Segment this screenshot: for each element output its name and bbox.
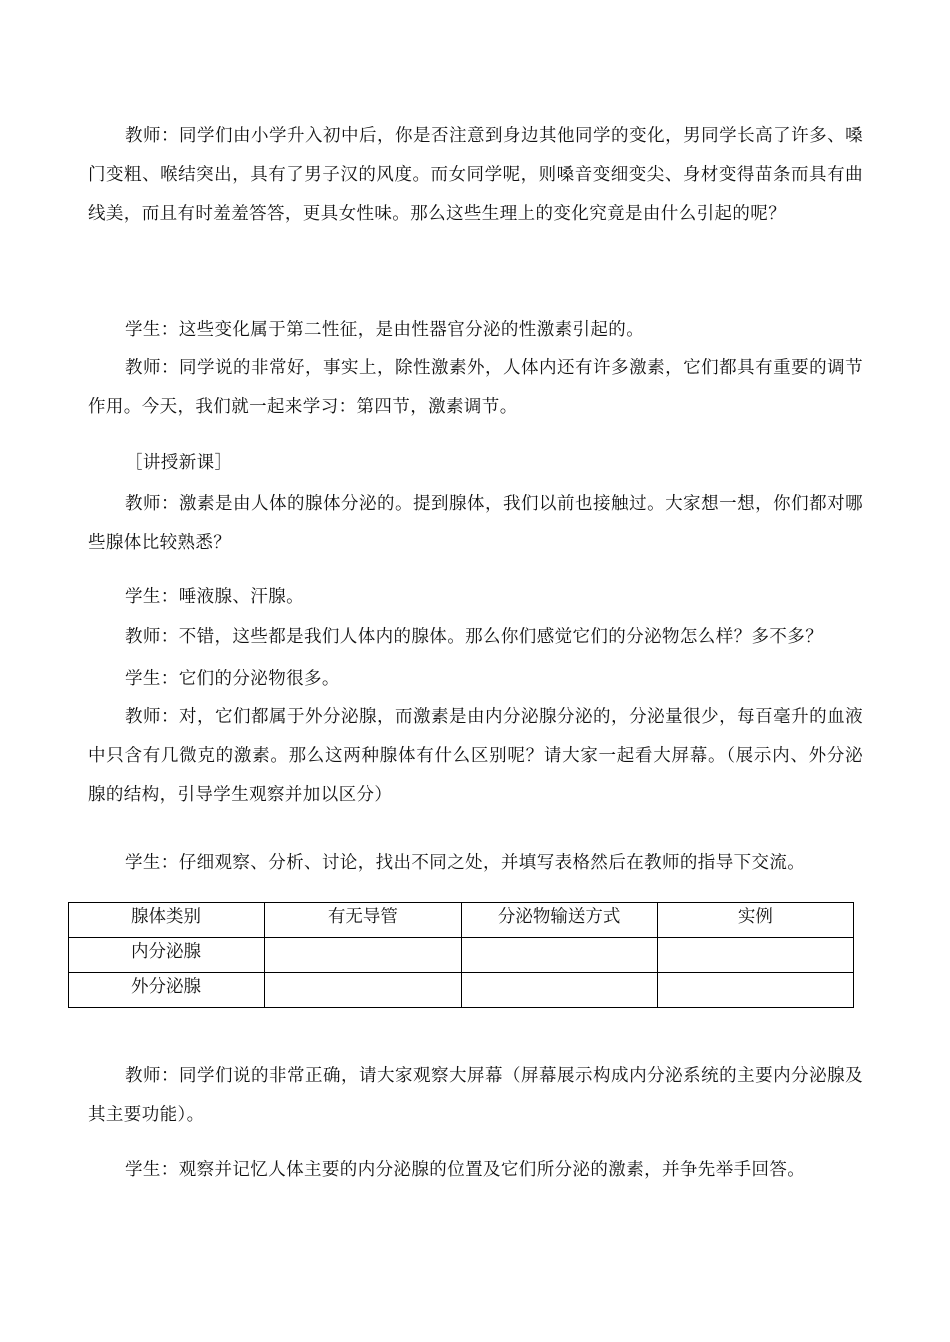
table-cell-empty <box>657 938 853 973</box>
section-heading-new-lesson: ［讲授新课］ <box>125 453 233 473</box>
student-answer-paragraph: 学生：这些变化属于第二性征，是由性器官分泌的性激素引起的。 <box>125 320 645 340</box>
table-header-cell: 有无导管 <box>265 903 461 938</box>
table-header-cell: 实例 <box>657 903 853 938</box>
table-cell-empty <box>461 938 657 973</box>
table-cell-empty <box>461 973 657 1008</box>
student-secretion-answer-paragraph: 学生：它们的分泌物很多。 <box>125 669 340 689</box>
teacher-topic-paragraph: 教师：同学说的非常好，事实上，除性激素外，人体内还有许多激素，它们都具有重要的调节作用。今天，我们就一起来学习：第四节，激素调节。 <box>88 358 863 417</box>
teacher-screen-paragraph: 教师：同学们说的非常正确，请大家观察大屏幕（屏幕展示构成内分泌系统的主要内分泌腺及其主要功能）。 <box>88 1066 863 1125</box>
gland-comparison-table <box>68 902 854 1008</box>
table-header-row <box>69 903 854 938</box>
student-memorize-paragraph: 学生：观察并记忆人体主要的内分泌腺的位置及它们所分泌的激素，并争先举手回答。 <box>125 1160 806 1180</box>
teacher-secretion-question-paragraph: 教师：不错，这些都是我们人体内的腺体。那么你们感觉它们的分泌物怎么样？多不多？ <box>125 627 824 647</box>
table-row-label: 外分泌腺 <box>69 973 265 1008</box>
teacher-intro-paragraph: 教师：同学们由小学升入初中后，你是否注意到身边其他同学的变化，男同学长高了许多、嗓门变粗、喉结突出，具有了男子汉的风度。而女同学呢，则嗓音变细变尖、身材变得苗条而具有曲线美，而且有时羞羞答答，更具女性味。那么这些生理上的变化究竟是由什么引起的呢？ <box>88 126 863 224</box>
table-header-cell: 分泌物输送方式 <box>461 903 657 938</box>
table-row-label: 内分泌腺 <box>69 938 265 973</box>
student-observation-paragraph: 学生：仔细观察、分析、讨论，找出不同之处，并填写表格然后在教师的指导下交流。 <box>125 853 806 873</box>
teacher-explanation-paragraph: 教师：对，它们都属于外分泌腺，而激素是由内分泌腺分泌的，分泌量很少，每百毫升的血液中只含有几微克的激素。那么这两种腺体有什么区别呢？请大家一起看大屏幕。（展示内、外分泌腺的结构，引导学生观察并加以区分） <box>88 707 863 805</box>
table-header-cell: 腺体类别 <box>69 903 265 938</box>
table-cell-empty <box>265 938 461 973</box>
table-cell-empty <box>657 973 853 1008</box>
student-gland-answer-paragraph: 学生：唾液腺、汗腺。 <box>125 587 304 607</box>
table-row <box>69 973 854 1008</box>
table-cell-empty <box>265 973 461 1008</box>
teacher-gland-question-paragraph: 教师：激素是由人体的腺体分泌的。提到腺体，我们以前也接触过。大家想一想，你们都对哪些腺体比较熟悉？ <box>88 494 863 553</box>
table-row <box>69 938 854 973</box>
